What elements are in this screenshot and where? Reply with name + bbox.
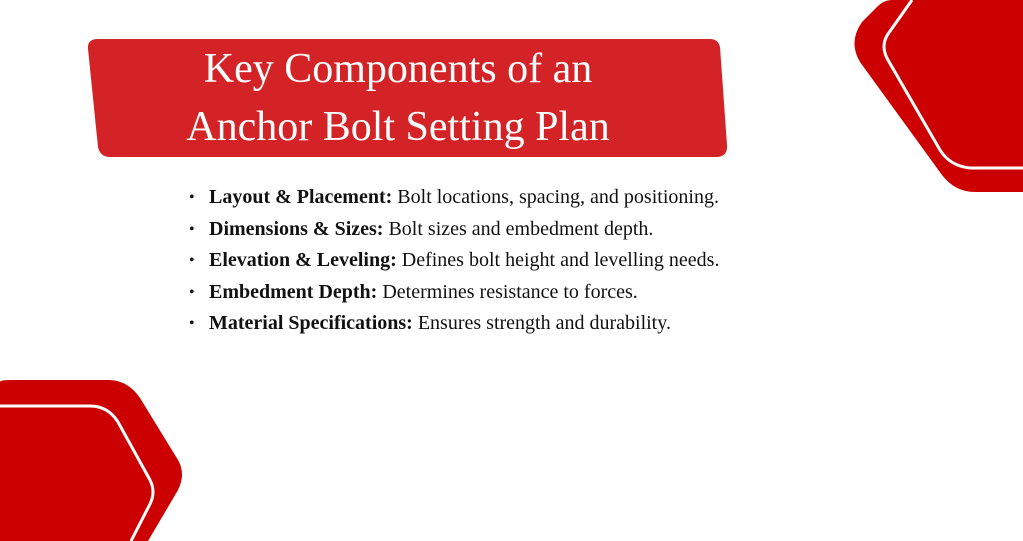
list-item bbox=[189, 182, 769, 214]
bottom-left-hexagon-decoration-icon bbox=[0, 370, 185, 541]
list-item bbox=[189, 214, 769, 246]
bullet-dot-icon: • bbox=[189, 315, 195, 332]
list-item bbox=[189, 245, 769, 277]
list-item bbox=[189, 308, 769, 340]
slide-title-line-1: Key Components of an bbox=[203, 46, 593, 92]
bullet-term: Elevation & Leveling: bbox=[209, 249, 397, 271]
list-item bbox=[189, 277, 769, 309]
slide-title-line-2: Anchor Bolt Setting Plan bbox=[186, 104, 610, 150]
bullet-dot-icon: • bbox=[189, 252, 195, 269]
bullet-term: Material Specifications: bbox=[209, 312, 413, 334]
bullet-text: Bolt sizes and embedment depth. bbox=[383, 217, 654, 240]
title-banner bbox=[88, 39, 728, 157]
bullet-dot-icon: • bbox=[189, 220, 195, 238]
bullet-text: Defines bolt height and levelling needs. bbox=[396, 249, 720, 271]
bullet-term: Layout & Placement: bbox=[209, 186, 393, 208]
top-right-hexagon-decoration-icon bbox=[830, 0, 1023, 192]
component-bullet-list bbox=[189, 182, 769, 340]
bullet-term: Embedment Depth: bbox=[209, 280, 378, 303]
bullet-term: Dimensions & Sizes: bbox=[209, 217, 384, 240]
bullet-dot-icon: • bbox=[189, 189, 195, 206]
bullet-text: Determines resistance to forces. bbox=[377, 280, 638, 303]
bullet-text: Ensures strength and durability. bbox=[412, 312, 671, 334]
bullet-text: Bolt locations, spacing, and positioning. bbox=[392, 186, 719, 208]
slide-title bbox=[88, 39, 708, 157]
bullet-dot-icon: • bbox=[189, 283, 195, 301]
